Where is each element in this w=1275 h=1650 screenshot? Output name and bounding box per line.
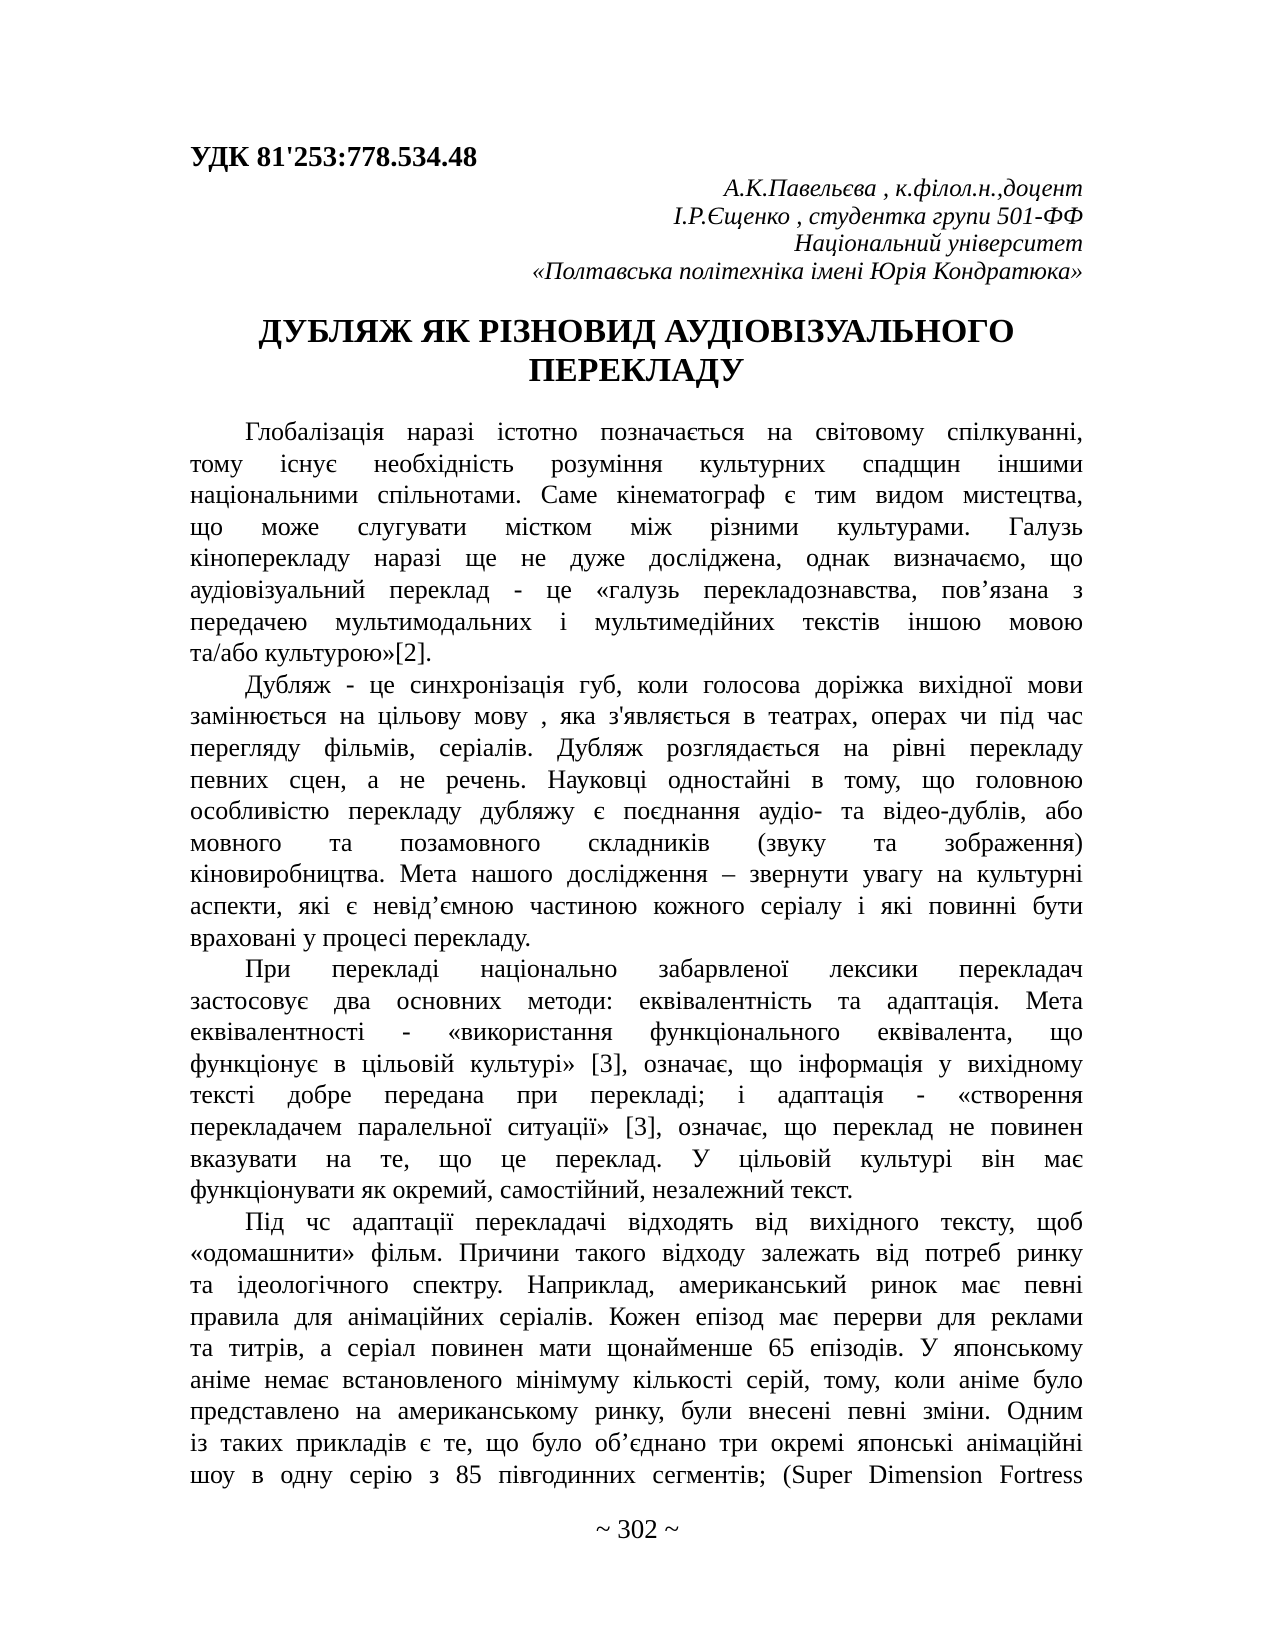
paragraph-line: тому існує необхідність розуміння культурних спадщин іншими bbox=[190, 448, 1083, 478]
paragraph-line: перекладачем паралельної ситуації» [3], означає, що переклад не повинен bbox=[190, 1112, 1083, 1142]
paragraph-line: аудіовізуальний переклад - це «галузь перекладознавства, пов’язана з bbox=[190, 574, 1083, 604]
paragraph-line: шоу в одну серію з 85 півгодинних сегментів; (Super Dimension Fortress bbox=[190, 1459, 1083, 1489]
article-title-line: ПЕРЕКЛАДУ bbox=[528, 352, 745, 389]
paragraph-line: національними спільнотами. Саме кінематограф є тим видом мистецтва, bbox=[190, 480, 1083, 510]
paragraph-line: замінюється на цільову мову , яка з'являється в театрах, операх чи під час bbox=[190, 701, 1083, 731]
paragraph-line: кіноперекладу наразі ще не дуже досліджена, однак визначаємо, що bbox=[190, 543, 1083, 573]
paragraph-line: Дубляж - це синхронізація губ, коли голосова доріжка вихідної мови bbox=[245, 669, 1083, 699]
paragraph-line: та титрів, а серіал повинен мати щонайменше 65 епізодів. У японському bbox=[190, 1333, 1083, 1363]
udc-code: УДК 81'253:778.534.48 bbox=[190, 141, 478, 173]
paragraph-line: та ідеологічного спектру. Наприклад, американський ринок має певні bbox=[190, 1270, 1083, 1300]
paragraph-line: Під чс адаптації перекладачі відходять від вихідного тексту, щоб bbox=[245, 1206, 1083, 1236]
byline-line: А.К.Павельєва , к.філол.н.,доцент bbox=[724, 175, 1083, 202]
article-title-line: ДУБЛЯЖ ЯК РІЗНОВИД АУДІОВІЗУАЛЬНОГО bbox=[258, 313, 1015, 350]
article-title bbox=[190, 312, 1083, 390]
paragraph-line: певних сцен, а не речень. Науковці одностайні в тому, що головною bbox=[190, 764, 1083, 794]
paragraph-line: функціонувати як окремий, самостійний, незалежний текст. bbox=[190, 1175, 854, 1205]
paragraph-line: передачею мультимодальних і мультимедійних текстів іншою мовою bbox=[190, 606, 1083, 636]
byline-line: І.Р.Єщенко , студентка групи 501-ФФ bbox=[673, 202, 1083, 230]
byline bbox=[190, 175, 1083, 285]
page-number: ~ 302 ~ bbox=[595, 1514, 680, 1544]
paragraph-line: аніме немає встановленого мінімуму кількості серій, тому, коли аніме було bbox=[190, 1364, 1083, 1394]
paragraph bbox=[190, 953, 1083, 1206]
paragraph-line: із таких прикладів є те, що було об’єднано три окремі японські анімаційні bbox=[190, 1428, 1083, 1457]
paragraph bbox=[190, 416, 1083, 669]
paragraph bbox=[190, 669, 1083, 953]
paragraph-line: застосовує два основних методи: еквівалентність та адаптація. Мета bbox=[190, 985, 1083, 1015]
paragraph-line: правила для анімаційних серіалів. Кожен епізод має перерви для реклами bbox=[190, 1301, 1083, 1331]
byline-line: «Полтавська політехніка імені Юрія Кондратюка» bbox=[532, 257, 1083, 285]
paragraph-line: «одомашнити» фільм. Причини такого відходу залежать від потреб ринку bbox=[190, 1238, 1083, 1268]
paragraph-line: При перекладі національно забарвленої лексики перекладач bbox=[245, 954, 1083, 984]
paragraph-line: що може слугувати містком між різними культурами. Галузь bbox=[190, 511, 1083, 541]
paragraph-line: представлено на американському ринку, були внесені певні зміни. Одним bbox=[190, 1396, 1083, 1426]
paragraph-line: аспекти, які є невід’ємною частиною кожного серіалу і які повинні бути bbox=[190, 890, 1083, 920]
paragraph-line: та/або культурою»[2]. bbox=[190, 638, 432, 668]
paragraph bbox=[190, 1206, 1083, 1490]
paragraph-line: функціонує в цільовій культурі» [3], означає, що інформація у вихідному bbox=[190, 1048, 1083, 1078]
paragraph-line: кіновиробництва. Мета нашого дослідження – звернути увагу на культурні bbox=[190, 859, 1083, 889]
paragraph-line: мовного та позамовного складників (звуку та зображення) bbox=[190, 827, 1083, 857]
paragraph-line: тексті добре передана при перекладі; і адаптація - «створення bbox=[190, 1080, 1083, 1110]
paragraph-line: враховані у процесі перекладу. bbox=[190, 922, 531, 952]
article-body bbox=[190, 416, 1083, 1490]
paragraph-line: особливістю перекладу дубляжу є поєднання аудіо- та відео-дублів, або bbox=[190, 796, 1083, 826]
byline-line: Національний університет bbox=[794, 230, 1083, 257]
paragraph-line: еквівалентності - «використання функціонального еквівалента, що bbox=[190, 1017, 1083, 1047]
paragraph-line: Глобалізація наразі істотно позначається на світовому спілкуванні, bbox=[245, 417, 1083, 446]
paragraph-line: перегляду фільмів, серіалів. Дубляж розглядається на рівні перекладу bbox=[190, 732, 1083, 762]
paragraph-line: вказувати на те, що це переклад. У цільовій культурі він має bbox=[190, 1143, 1083, 1173]
